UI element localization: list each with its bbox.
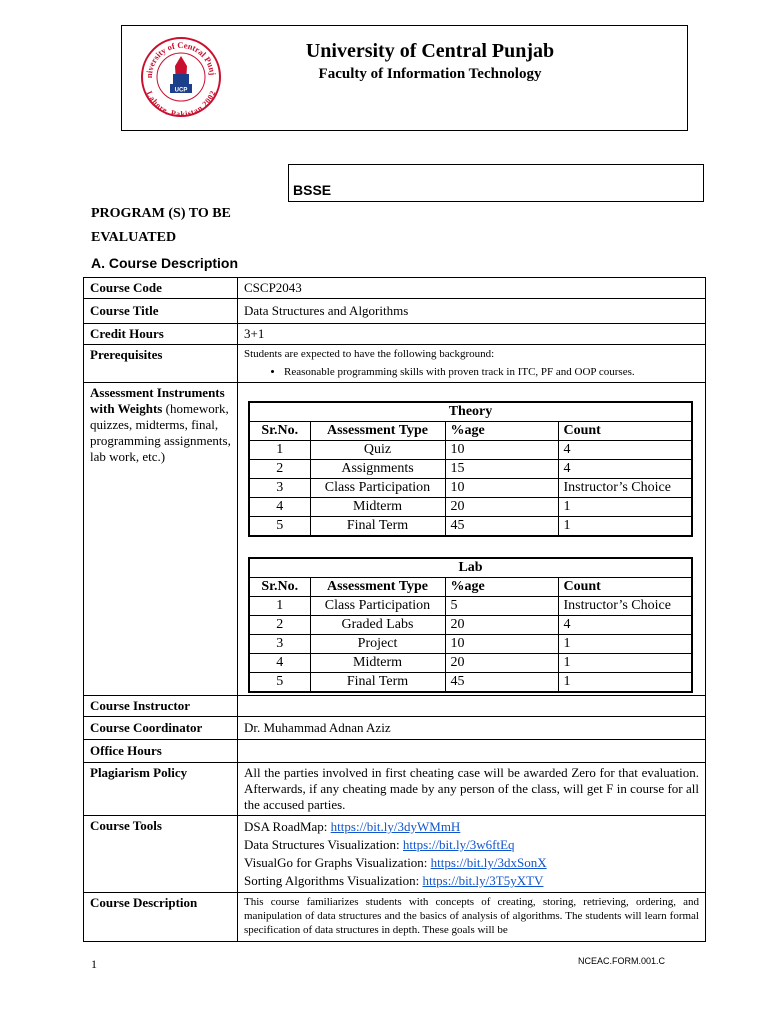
lab-cell: Project xyxy=(310,635,445,654)
course-coordinator-label: Course Coordinator xyxy=(84,717,238,740)
theory-header-count: Count xyxy=(558,422,692,441)
row-assessment xyxy=(84,383,706,696)
prerequisites-value xyxy=(238,345,706,383)
form-code: NCEAC.FORM.001.C xyxy=(578,956,666,966)
office-hours-label: Office Hours xyxy=(84,740,238,763)
lab-cell: Graded Labs xyxy=(310,616,445,635)
program-value: BSSE xyxy=(293,182,332,198)
lab-cell: 1 xyxy=(558,654,692,673)
course-instructor-value xyxy=(238,696,706,717)
lab-cell: Final Term xyxy=(310,673,445,693)
prerequisite-item: • Reasonable programming skills with proven track in ITC, PF and OOP courses. xyxy=(284,365,699,379)
theory-header-srno: Sr.No. xyxy=(249,422,310,441)
theory-cell: Instructor’s Choice xyxy=(558,479,692,498)
theory-header-type: Assessment Type xyxy=(310,422,445,441)
logo-text-top: niversity of Central Punj xyxy=(143,39,218,79)
theory-cell: 15 xyxy=(445,460,558,479)
theory-cell: 1 xyxy=(558,498,692,517)
tool-label: Data Structures Visualization: xyxy=(244,837,403,852)
row-prerequisites xyxy=(84,345,706,383)
prerequisites-label: Prerequisites xyxy=(84,345,238,383)
tool-item xyxy=(244,836,699,854)
lab-cell: 5 xyxy=(249,673,310,693)
row-course-title xyxy=(84,299,706,324)
row-office-hours xyxy=(84,740,706,763)
course-description-value xyxy=(238,893,706,942)
assessment-label-rest: (homework, quizzes, midterms, final, programming assignments, lab work, etc.) xyxy=(90,401,231,464)
theory-cell: 2 xyxy=(249,460,310,479)
tool-link[interactable]: https://bit.ly/3dxSonX xyxy=(430,855,547,870)
prerequisites-intro: Students are expected to have the following background: xyxy=(244,348,495,360)
lab-header-srno: Sr.No. xyxy=(249,578,310,597)
row-plagiarism xyxy=(84,763,706,816)
lab-cell: Instructor’s Choice xyxy=(558,597,692,616)
theory-cell: 5 xyxy=(249,517,310,537)
theory-cell: 4 xyxy=(558,441,692,460)
table-row xyxy=(249,635,692,654)
lab-header-percent: %age xyxy=(445,578,558,597)
theory-table xyxy=(248,401,693,537)
table-row xyxy=(249,498,692,517)
theory-cell: Final Term xyxy=(310,517,445,537)
course-code-label: Course Code xyxy=(84,278,238,299)
theory-cell: 20 xyxy=(445,498,558,517)
lab-header-count: Count xyxy=(558,578,692,597)
lab-table xyxy=(248,557,693,693)
course-title-value: Data Structures and Algorithms xyxy=(238,299,706,324)
lab-cell: Midterm xyxy=(310,654,445,673)
theory-caption: Theory xyxy=(249,402,692,422)
course-title-label: Course Title xyxy=(84,299,238,324)
theory-cell: 1 xyxy=(558,517,692,537)
table-row xyxy=(249,479,692,498)
theory-cell: 10 xyxy=(445,479,558,498)
table-row xyxy=(249,460,692,479)
theory-header-row xyxy=(249,422,692,441)
credit-hours-label: Credit Hours xyxy=(84,324,238,345)
tool-item xyxy=(244,854,699,872)
tool-item xyxy=(244,818,699,836)
course-description-text: This course familiarizes students with concepts of creating, storing, retrieving, ordering, and manipulation of data structures and the basics of analysis of algorithms. The students will learn formal specification of data structures in depth. These goals will be xyxy=(244,896,699,936)
theory-cell: 4 xyxy=(558,460,692,479)
lab-cell: 4 xyxy=(249,654,310,673)
table-row xyxy=(249,597,692,616)
program-label-line1: PROGRAM (S) TO BE xyxy=(91,206,231,221)
tool-label: Sorting Algorithms Visualization: xyxy=(244,873,423,888)
university-name: University of Central Punjab xyxy=(305,40,555,62)
tool-item xyxy=(244,872,699,890)
table-row xyxy=(249,616,692,635)
theory-cell: 10 xyxy=(445,441,558,460)
row-course-description xyxy=(84,893,706,942)
theory-cell: Midterm xyxy=(310,498,445,517)
tool-link[interactable]: https://bit.ly/3w6ftEq xyxy=(402,837,515,852)
course-table xyxy=(83,277,706,942)
theory-cell: 45 xyxy=(445,517,558,537)
lab-cell: 1 xyxy=(249,597,310,616)
lab-cell: 45 xyxy=(445,673,558,693)
lab-cell: 3 xyxy=(249,635,310,654)
logo-badge: UCP xyxy=(174,87,188,94)
lab-header-type: Assessment Type xyxy=(310,578,445,597)
credit-hours-value: 3+1 xyxy=(238,324,706,345)
tool-label: VisualGo for Graphs Visualization: xyxy=(244,855,431,870)
logo-text-bottom: Lahore, Pakistan 2002 xyxy=(144,89,218,118)
row-course-coordinator xyxy=(84,717,706,740)
tool-link[interactable]: https://bit.ly/3dyWMmH xyxy=(330,819,461,834)
lab-cell: 4 xyxy=(558,616,692,635)
lab-cell: 10 xyxy=(445,635,558,654)
course-description-label: Course Description xyxy=(84,893,238,942)
course-instructor-label: Course Instructor xyxy=(84,696,238,717)
lab-caption: Lab xyxy=(249,558,692,578)
assessment-label-bold: Assessment Instruments with Weights xyxy=(90,385,225,416)
lab-cell: 1 xyxy=(558,673,692,693)
table-row xyxy=(249,517,692,537)
lab-cell: 20 xyxy=(445,654,558,673)
course-tools-value xyxy=(238,816,706,893)
assessment-label xyxy=(84,383,238,696)
plagiarism-label: Plagiarism Policy xyxy=(84,763,238,816)
lab-header-row xyxy=(249,578,692,597)
theory-cell: Quiz xyxy=(310,441,445,460)
row-course-instructor xyxy=(84,696,706,717)
program-label-line2: EVALUATED xyxy=(91,230,177,245)
table-row xyxy=(249,441,692,460)
page-number: 1 xyxy=(91,957,97,971)
row-credit-hours xyxy=(84,324,706,345)
program-label xyxy=(91,202,281,250)
theory-header-percent: %age xyxy=(445,422,558,441)
lab-cell: 20 xyxy=(445,616,558,635)
tool-link[interactable]: https://bit.ly/3T5yXTV xyxy=(422,873,544,888)
office-hours-value xyxy=(238,740,706,763)
assessment-value xyxy=(238,383,706,696)
row-course-code xyxy=(84,278,706,299)
course-tools-label: Course Tools xyxy=(84,816,238,893)
lab-cell: Class Participation xyxy=(310,597,445,616)
theory-cell: Assignments xyxy=(310,460,445,479)
table-row xyxy=(249,654,692,673)
row-course-tools xyxy=(84,816,706,893)
prerequisites-list xyxy=(244,365,699,379)
table-row xyxy=(249,673,692,693)
theory-cell: Class Participation xyxy=(310,479,445,498)
lab-cell: 2 xyxy=(249,616,310,635)
plagiarism-value: All the parties involved in first cheating case will be awarded Zero for that evaluation. Afterwards, if any cheating made by any person of the class, will get F in course for all the accused parties. xyxy=(238,763,706,816)
theory-cell: 4 xyxy=(249,498,310,517)
course-coordinator-value: Dr. Muhammad Adnan Aziz xyxy=(238,717,706,740)
section-heading: A. Course Description xyxy=(91,255,239,271)
svg-text:Lahore, Pakistan 2002 xyxy=(144,87,218,118)
course-code-value: CSCP2043 xyxy=(238,278,706,299)
university-logo xyxy=(140,36,222,118)
tool-label: DSA RoadMap: xyxy=(244,819,331,834)
theory-cell: 1 xyxy=(249,441,310,460)
theory-cell: 3 xyxy=(249,479,310,498)
program-value-box xyxy=(288,164,704,202)
lab-cell: 5 xyxy=(445,597,558,616)
lab-cell: 1 xyxy=(558,635,692,654)
faculty-name: Faculty of Information Technology xyxy=(318,66,542,82)
